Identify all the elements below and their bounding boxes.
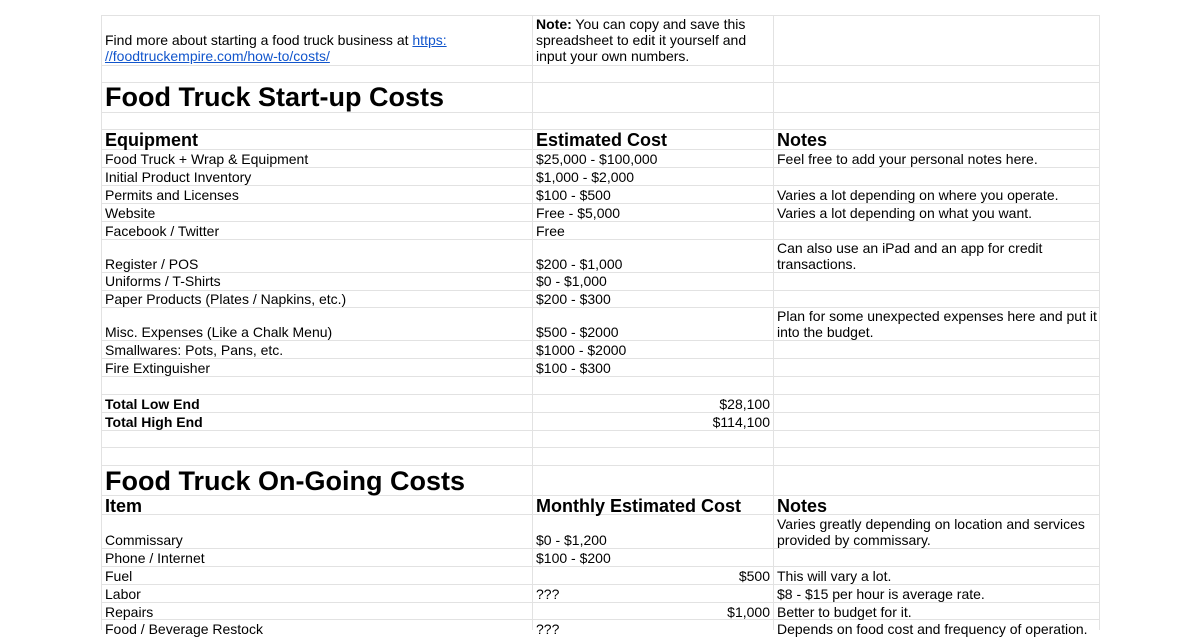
ongoing-cost: $500 xyxy=(738,568,770,584)
gridline xyxy=(101,548,1100,549)
ongoing-title: Food Truck On-Going Costs xyxy=(105,466,465,496)
col-header-monthly-cost: Monthly Estimated Cost xyxy=(536,496,742,516)
startup-cost: $100 - $300 xyxy=(536,360,611,376)
startup-note: Can also use an iPad and an app for credit xyxy=(777,240,1043,256)
gridline xyxy=(101,430,1100,431)
ongoing-item: Fuel xyxy=(105,568,133,584)
gridline xyxy=(101,221,1100,222)
gridline xyxy=(101,566,1100,567)
startup-item: Initial Product Inventory xyxy=(105,169,252,185)
startup-item: Facebook / Twitter xyxy=(105,223,220,239)
ongoing-item: Commissary xyxy=(105,532,183,548)
col-header-equipment: Equipment xyxy=(105,130,198,150)
gridline xyxy=(101,167,1100,168)
note-label: Note: xyxy=(536,16,572,32)
gridline xyxy=(101,340,1100,341)
ongoing-note: provided by commissary. xyxy=(777,532,931,548)
ongoing-note: Better to budget for it. xyxy=(777,604,912,620)
startup-item: Smallwares: Pots, Pans, etc. xyxy=(105,342,284,358)
intro-text xyxy=(105,32,447,48)
startup-item: Website xyxy=(105,205,156,221)
gridline xyxy=(101,394,1100,395)
startup-cost: Free - $5,000 xyxy=(536,205,621,221)
note-line-1 xyxy=(536,16,745,32)
col-header-notes: Notes xyxy=(777,130,828,150)
note-text-3: input your own numbers. xyxy=(536,48,690,64)
gridline xyxy=(101,447,1100,448)
startup-cost: $25,000 - $100,000 xyxy=(536,151,658,167)
startup-cost: $100 - $500 xyxy=(536,187,611,203)
startup-cost: $1,000 - $2,000 xyxy=(536,169,635,185)
ongoing-item: Phone / Internet xyxy=(105,550,205,566)
ongoing-item: Labor xyxy=(105,586,141,602)
startup-cost: $200 - $1,000 xyxy=(536,256,623,272)
note-text-1: You can copy and save this xyxy=(575,16,746,32)
total-low-label: Total Low End xyxy=(105,396,200,412)
ongoing-cost: ??? xyxy=(536,621,560,637)
gridline xyxy=(101,185,1100,186)
gridline xyxy=(101,15,102,630)
ongoing-item: Repairs xyxy=(105,604,154,620)
col-header-item: Item xyxy=(105,496,143,516)
col-header-estimated-cost: Estimated Cost xyxy=(536,130,668,150)
costs-link-part2[interactable]: //foodtruckempire.com/how-to/costs/ xyxy=(105,48,330,64)
gridline xyxy=(101,602,1100,603)
gridline xyxy=(101,584,1100,585)
ongoing-note: Varies greatly depending on location and services xyxy=(777,516,1085,532)
total-high-label: Total High End xyxy=(105,414,203,430)
startup-title: Food Truck Start-up Costs xyxy=(105,82,445,112)
startup-cost: Free xyxy=(536,223,565,239)
startup-item: Register / POS xyxy=(105,256,199,272)
startup-note: Varies a lot depending on where you operate. xyxy=(777,187,1059,203)
gridline xyxy=(1099,15,1100,630)
startup-cost: $0 - $1,000 xyxy=(536,273,607,289)
ongoing-note: This will vary a lot. xyxy=(777,568,892,584)
note-text-2: spreadsheet to edit it yourself and xyxy=(536,32,747,48)
startup-item: Uniforms / T-Shirts xyxy=(105,273,221,289)
gridline xyxy=(773,15,774,630)
total-high-value: $114,100 xyxy=(712,414,770,430)
gridline xyxy=(101,65,1100,66)
ongoing-cost: $1,000 xyxy=(727,604,770,620)
gridline xyxy=(101,412,1100,413)
gridline xyxy=(101,619,1100,620)
startup-item: Food Truck + Wrap & Equipment xyxy=(105,151,309,167)
startup-note: into the budget. xyxy=(777,324,874,340)
startup-item: Fire Extinguisher xyxy=(105,360,211,376)
gridline xyxy=(101,203,1100,204)
costs-link-part1[interactable]: https: xyxy=(412,32,447,48)
find-more-text: Find more about starting a food truck business at xyxy=(105,32,409,48)
startup-cost: $1000 - $2000 xyxy=(536,342,627,358)
startup-note: transactions. xyxy=(777,256,857,272)
gridline xyxy=(101,376,1100,377)
startup-note: Varies a lot depending on what you want. xyxy=(777,205,1033,221)
ongoing-item: Food / Beverage Restock xyxy=(105,621,263,637)
total-low-value: $28,100 xyxy=(719,396,770,412)
startup-note: Feel free to add your personal notes here. xyxy=(777,151,1038,167)
ongoing-cost: $0 - $1,200 xyxy=(536,532,607,548)
startup-cost: $200 - $300 xyxy=(536,291,611,307)
ongoing-cost: $100 - $200 xyxy=(536,550,611,566)
startup-note: Plan for some unexpected expenses here and put it xyxy=(777,308,1097,324)
startup-item: Misc. Expenses (Like a Chalk Menu) xyxy=(105,324,333,340)
gridline xyxy=(101,358,1100,359)
col-header-notes-ongoing: Notes xyxy=(777,496,828,516)
startup-item: Paper Products (Plates / Napkins, etc.) xyxy=(105,291,347,307)
startup-item: Permits and Licenses xyxy=(105,187,239,203)
gridline xyxy=(532,15,533,630)
ongoing-cost: ??? xyxy=(536,586,560,602)
ongoing-note: $8 - $15 per hour is average rate. xyxy=(777,586,985,602)
startup-cost: $500 - $2000 xyxy=(536,324,619,340)
ongoing-note: Depends on food cost and frequency of operation. xyxy=(777,621,1088,637)
